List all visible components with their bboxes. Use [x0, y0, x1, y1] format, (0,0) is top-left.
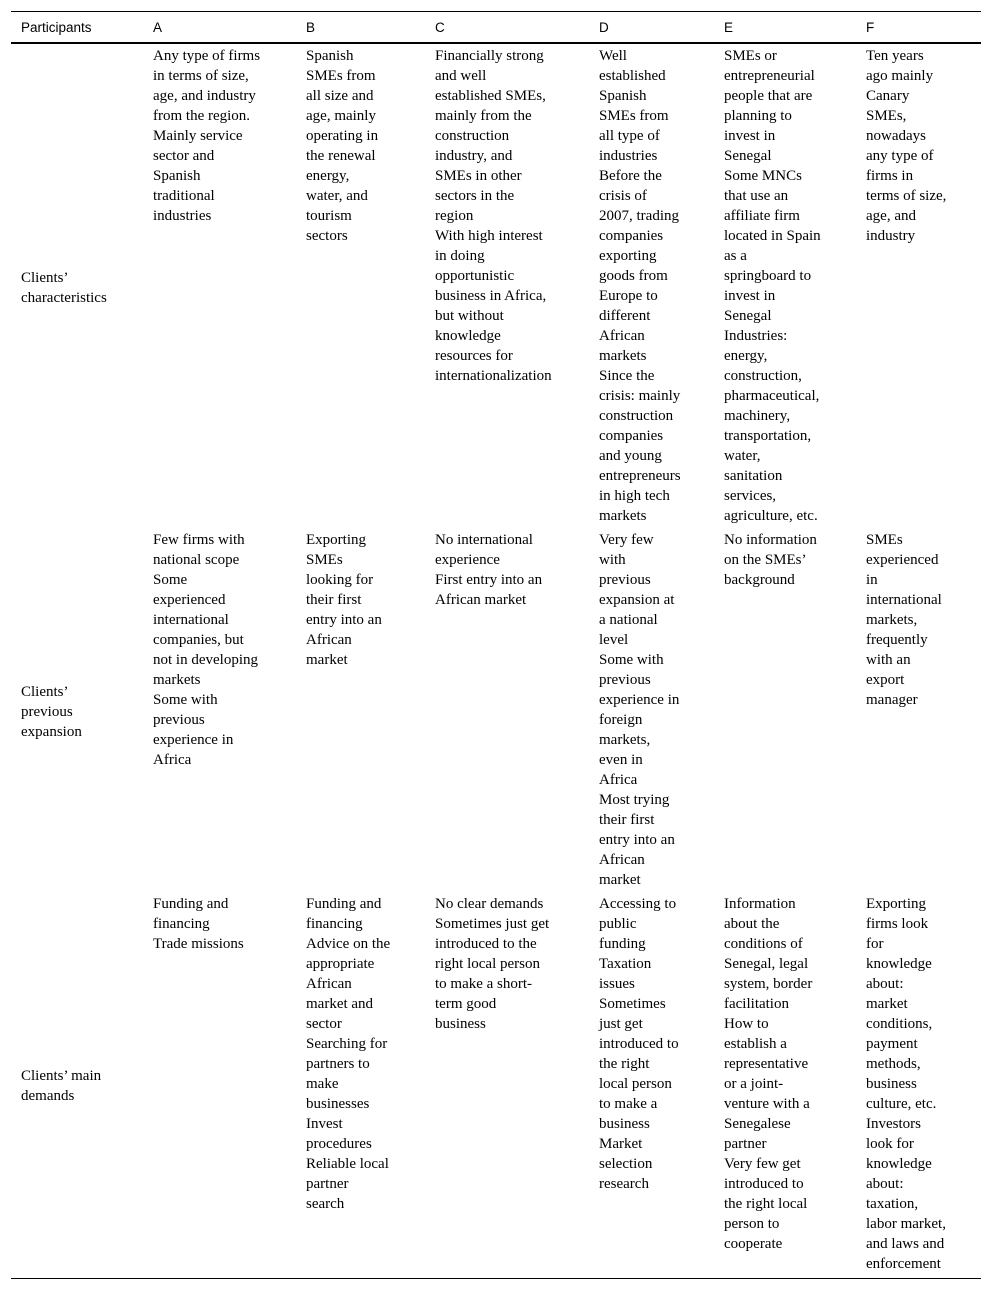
cell-text-line: located in Spain [724, 228, 821, 244]
cell-text-line: knowledge [866, 956, 932, 972]
cell-text-line: machinery, [724, 408, 791, 424]
cell-text-line: Any type of firms [153, 48, 261, 64]
cell-text-line: Most trying [599, 792, 670, 808]
cell-text-line: tourism [306, 208, 352, 224]
cell-text-line: introduced to the [435, 936, 537, 952]
header-participant-b: B [306, 19, 316, 35]
cell-text-line: industries [599, 148, 658, 164]
cell-text-line: SMEs or [724, 48, 777, 64]
cell-text-line: construction [435, 128, 510, 144]
cell-text-line: Some with [599, 652, 664, 668]
cell-text-line: system, border [724, 976, 813, 992]
cell-text-line: industry [866, 228, 916, 244]
cell-text-line: firms in [866, 168, 914, 184]
cell-text-line: knowledge [435, 328, 501, 344]
cell-text-line: nowadays [866, 128, 926, 144]
header-participant-d: D [599, 19, 609, 35]
cell-text-line: that use an [724, 188, 789, 204]
cell-text-line: transportation, [724, 428, 812, 444]
cell-text-line: as a [724, 248, 747, 264]
cell-text-line: level [599, 632, 629, 648]
cell-text-line: not in developing [153, 652, 258, 668]
participants-comparison-table [11, 11, 981, 1279]
cell-text-line: but without [435, 308, 504, 324]
cell-text-line: partner [724, 1136, 767, 1152]
cell-text-line: planning to [724, 108, 792, 124]
cell-text-line: entry into an [306, 612, 382, 628]
cell-text-line: Some MNCs [724, 168, 802, 184]
cell-text-line: SMEs from [599, 108, 669, 124]
cell-characteristics-a [143, 43, 296, 530]
cell-text-line: Africa [153, 752, 192, 768]
cell-text-line: SMEs from [306, 68, 376, 84]
cell-text-line: Clients’ [21, 684, 69, 700]
cell-text-line: business [599, 1116, 650, 1132]
cell-text-line: in [866, 572, 878, 588]
cell-text-line: characteristics [21, 290, 107, 306]
cell-text-line: culture, etc. [866, 1096, 937, 1112]
cell-text-line: experienced [153, 592, 226, 608]
cell-text-line: water, [724, 448, 761, 464]
cell-text-line: introduced to [724, 1176, 804, 1192]
cell-text-line: to make a [599, 1096, 658, 1112]
cell-text-line: Exporting [866, 896, 926, 912]
table-header [11, 12, 981, 44]
cell-text-line: public [599, 916, 637, 932]
cell-text-line: looking for [306, 572, 374, 588]
header-participant-a: A [153, 19, 163, 35]
cell-text-line: 2007, trading [599, 208, 679, 224]
cell-text-line: and young [599, 448, 662, 464]
cell-text-line: sectors in the [435, 188, 515, 204]
cell-text-line: energy, [306, 168, 350, 184]
cell-text-line: previous [153, 712, 205, 728]
cell-text-line: financing [306, 916, 363, 932]
cell-text-line: with an [866, 652, 911, 668]
cell-text-line: Invest [306, 1116, 343, 1132]
cell-demands-e [714, 894, 856, 1279]
cell-text-line: industry, and [435, 148, 513, 164]
cell-text-line: invest in [724, 128, 776, 144]
cell-text-line: mainly from the [435, 108, 532, 124]
table-row [11, 894, 981, 1279]
cell-text-line: national scope [153, 552, 240, 568]
cell-text-line: methods, [866, 1056, 921, 1072]
cell-expansion-d [589, 530, 714, 894]
cell-text-line: No international [435, 532, 533, 548]
cell-text-line: expansion [21, 724, 82, 740]
cell-text-line: financing [153, 916, 210, 932]
cell-text-line: Spanish [306, 48, 354, 64]
cell-text-line: conditions of [724, 936, 803, 952]
cell-text-line: facilitation [724, 996, 789, 1012]
cell-text-line: people that are [724, 88, 813, 104]
cell-demands-b [296, 894, 425, 1279]
cell-text-line: Spanish [599, 88, 647, 104]
cell-text-line: introduced to [599, 1036, 679, 1052]
cell-text-line: established [599, 68, 666, 84]
cell-text-line: experienced [866, 552, 939, 568]
cell-text-line: markets, [599, 732, 651, 748]
cell-text-line: previous [599, 672, 651, 688]
cell-text-line: Exporting [306, 532, 366, 548]
cell-text-line: or a joint- [724, 1076, 784, 1092]
cell-text-line: Information [724, 896, 796, 912]
cell-text-line: SMEs in other [435, 168, 522, 184]
cell-text-line: cooperate [724, 1236, 783, 1252]
cell-text-line: payment [866, 1036, 918, 1052]
cell-text-line: invest in [724, 288, 776, 304]
cell-text-line: markets [599, 348, 647, 364]
cell-text-line: Since the [599, 368, 655, 384]
cell-text-line: Very few get [724, 1156, 801, 1172]
cell-text-line: water, and [306, 188, 368, 204]
cell-text-line: African [599, 328, 645, 344]
cell-text-line: procedures [306, 1136, 372, 1152]
cell-text-line: markets, [866, 612, 918, 628]
cell-text-line: conditions, [866, 1016, 933, 1032]
cell-text-line: Europe to [599, 288, 658, 304]
cell-text-line: previous [21, 704, 73, 720]
cell-text-line: demands [21, 1088, 75, 1104]
cell-text-line: Some [153, 572, 188, 588]
cell-text-line: traditional [153, 188, 215, 204]
cell-text-line: industries [153, 208, 212, 224]
cell-text-line: No clear demands [435, 896, 544, 912]
cell-text-line: entrepreneurial [724, 68, 815, 84]
cell-text-line: goods from [599, 268, 668, 284]
cell-text-line: Canary [866, 88, 910, 104]
cell-text-line: Mainly service [153, 128, 243, 144]
cell-text-line: region [435, 208, 474, 224]
table-body [11, 43, 981, 1279]
cell-text-line: experience [435, 552, 500, 568]
cell-text-line: right local person [435, 956, 540, 972]
cell-text-line: African [306, 976, 352, 992]
cell-text-line: all size and [306, 88, 374, 104]
cell-text-line: and laws and [866, 1236, 945, 1252]
cell-text-line: on the SMEs’ [724, 552, 807, 568]
cell-text-line: services, [724, 488, 777, 504]
cell-text-line: business [866, 1076, 917, 1092]
table-row [11, 530, 981, 894]
cell-text-line: sectors [306, 228, 348, 244]
cell-text-line: Funding and [153, 896, 229, 912]
cell-text-line: market [866, 996, 908, 1012]
cell-text-line: Industries: [724, 328, 788, 344]
cell-text-line: Ten years [866, 48, 924, 64]
cell-text-line: Reliable local [306, 1156, 389, 1172]
cell-text-line: a national [599, 612, 658, 628]
cell-text-line: partner [306, 1176, 349, 1192]
cell-text-line: market [306, 652, 348, 668]
cell-text-line: markets [599, 508, 647, 524]
cell-text-line: businesses [306, 1096, 370, 1112]
cell-text-line: knowledge [866, 1156, 932, 1172]
cell-text-line: Senegal [724, 148, 772, 164]
cell-text-line: Before the [599, 168, 662, 184]
cell-text-line: international [153, 612, 229, 628]
cell-text-line: just get [599, 1016, 643, 1032]
cell-text-line: international [866, 592, 942, 608]
cell-text-line: internationalization [435, 368, 552, 384]
row-label-clients-main-demands [11, 894, 143, 1279]
cell-text-line: Very few [599, 532, 654, 548]
cell-text-line: age, and industry [153, 88, 256, 104]
cell-text-line: market [599, 872, 641, 888]
cell-expansion-f [856, 530, 981, 894]
cell-characteristics-f [856, 43, 981, 530]
cell-text-line: Sometimes [599, 996, 666, 1012]
cell-expansion-c [425, 530, 589, 894]
cell-text-line: experience in [599, 692, 680, 708]
cell-text-line: companies [599, 228, 664, 244]
cell-text-line: SMEs, [866, 108, 907, 124]
cell-text-line: to make a short- [435, 976, 533, 992]
cell-text-line: energy, [724, 348, 768, 364]
cell-text-line: establish a [724, 1036, 787, 1052]
cell-text-line: expansion at [599, 592, 675, 608]
row-label-clients-previous-expansion [11, 530, 143, 894]
cell-text-line: look for [866, 1136, 914, 1152]
cell-text-line: local person [599, 1076, 672, 1092]
cell-text-line: the right local [724, 1196, 808, 1212]
cell-text-line: African [306, 632, 352, 648]
cell-text-line: any type of [866, 148, 934, 164]
cell-text-line: the right [599, 1056, 650, 1072]
cell-text-line: companies, but [153, 632, 244, 648]
header-participants: Participants [21, 19, 92, 35]
cell-text-line: about: [866, 976, 904, 992]
cell-text-line: operating in [306, 128, 379, 144]
cell-demands-c [425, 894, 589, 1279]
cell-characteristics-e [714, 43, 856, 530]
cell-text-line: issues [599, 976, 635, 992]
cell-text-line: springboard to [724, 268, 812, 284]
cell-text-line: sanitation [724, 468, 783, 484]
cell-text-line: taxation, [866, 1196, 919, 1212]
cell-text-line: No information [724, 532, 817, 548]
cell-text-line: With high interest [435, 228, 543, 244]
cell-text-line: sector [306, 1016, 342, 1032]
cell-text-line: even in [599, 752, 643, 768]
cell-text-line: SMEs [306, 552, 343, 568]
cell-text-line: construction, [724, 368, 802, 384]
cell-text-line: Investors [866, 1116, 921, 1132]
cell-text-line: opportunistic [435, 268, 515, 284]
cell-text-line: Advice on the [306, 936, 391, 952]
cell-text-line: in high tech [599, 488, 670, 504]
cell-text-line: for [866, 936, 884, 952]
cell-text-line: frequently [866, 632, 928, 648]
cell-text-line: sector and [153, 148, 215, 164]
cell-text-line: background [724, 572, 795, 588]
cell-text-line: Senegalese [724, 1116, 791, 1132]
cell-text-line: manager [866, 692, 918, 708]
cell-text-line: pharmaceutical, [724, 388, 820, 404]
cell-text-line: Clients’ [21, 270, 69, 286]
cell-text-line: Searching for [306, 1036, 388, 1052]
cell-characteristics-b [296, 43, 425, 530]
cell-text-line: Clients’ main [21, 1068, 102, 1084]
cell-text-line: Financially strong [435, 48, 544, 64]
cell-text-line: about the [724, 916, 780, 932]
header-participant-e: E [724, 19, 734, 35]
cell-characteristics-d [589, 43, 714, 530]
cell-text-line: make [306, 1076, 339, 1092]
cell-text-line: Some with [153, 692, 218, 708]
cell-text-line: different [599, 308, 651, 324]
cell-text-line: foreign [599, 712, 643, 728]
cell-text-line: market and [306, 996, 374, 1012]
cell-text-line: established SMEs, [435, 88, 546, 104]
cell-text-line: agriculture, etc. [724, 508, 818, 524]
cell-text-line: markets [153, 672, 201, 688]
cell-text-line: age, mainly [306, 108, 376, 124]
cell-text-line: firms look [866, 916, 929, 932]
cell-text-line: Senegal, legal [724, 956, 809, 972]
cell-text-line: construction [599, 408, 674, 424]
cell-expansion-b [296, 530, 425, 894]
cell-text-line: crisis: mainly [599, 388, 681, 404]
cell-text-line: business in Africa, [435, 288, 547, 304]
cell-text-line: labor market, [866, 1216, 946, 1232]
cell-text-line: in terms of size, [153, 68, 249, 84]
table-row [11, 43, 981, 530]
cell-text-line: SMEs [866, 532, 903, 548]
cell-text-line: all type of [599, 128, 660, 144]
cell-text-line: funding [599, 936, 646, 952]
cell-text-line: experience in [153, 732, 234, 748]
cell-text-line: African [599, 852, 645, 868]
cell-text-line: about: [866, 1176, 904, 1192]
cell-text-line: entrepreneurs [599, 468, 681, 484]
cell-text-line: Funding and [306, 896, 382, 912]
cell-text-line: venture with a [724, 1096, 810, 1112]
cell-text-line: Africa [599, 772, 638, 788]
cell-text-line: resources for [435, 348, 513, 364]
cell-text-line: export [866, 672, 905, 688]
cell-text-line: partners to [306, 1056, 370, 1072]
cell-text-line: selection [599, 1156, 653, 1172]
cell-text-line: exporting [599, 248, 657, 264]
cell-text-line: entry into an [599, 832, 675, 848]
cell-text-line: Accessing to [599, 896, 677, 912]
cell-text-line: their first [306, 592, 362, 608]
cell-text-line: ago mainly [866, 68, 934, 84]
header-participant-c: C [435, 19, 445, 35]
cell-text-line: from the region. [153, 108, 251, 124]
cell-text-line: appropriate [306, 956, 375, 972]
cell-text-line: previous [599, 572, 651, 588]
cell-demands-a [143, 894, 296, 1279]
cell-text-line: with [599, 552, 626, 568]
cell-text-line: term good [435, 996, 497, 1012]
cell-text-line: and well [435, 68, 487, 84]
cell-text-line: Spanish [153, 168, 201, 184]
cell-text-line: terms of size, [866, 188, 947, 204]
cell-text-line: in doing [435, 248, 485, 264]
cell-text-line: representative [724, 1056, 809, 1072]
cell-characteristics-c [425, 43, 589, 530]
cell-demands-d [589, 894, 714, 1279]
header-participant-f: F [866, 19, 875, 35]
cell-text-line: crisis of [599, 188, 647, 204]
cell-text-line: Sometimes just get [435, 916, 550, 932]
cell-text-line: Senegal [724, 308, 772, 324]
cell-text-line: Market [599, 1136, 643, 1152]
cell-text-line: person to [724, 1216, 780, 1232]
cell-text-line: the renewal [306, 148, 376, 164]
cell-text-line: search [306, 1196, 345, 1212]
header-row [11, 12, 981, 44]
cell-text-line: age, and [866, 208, 916, 224]
comparison-table-container [11, 11, 981, 1279]
cell-text-line: affiliate firm [724, 208, 800, 224]
cell-text-line: research [599, 1176, 649, 1192]
cell-text-line: African market [435, 592, 527, 608]
cell-text-line: How to [724, 1016, 769, 1032]
cell-text-line: Few firms with [153, 532, 245, 548]
cell-text-line: Well [599, 48, 627, 64]
cell-text-line: Trade missions [153, 936, 244, 952]
cell-text-line: business [435, 1016, 486, 1032]
cell-text-line: Taxation [599, 956, 652, 972]
cell-expansion-e [714, 530, 856, 894]
cell-demands-f [856, 894, 981, 1279]
cell-expansion-a [143, 530, 296, 894]
cell-text-line: First entry into an [435, 572, 543, 588]
cell-text-line: their first [599, 812, 655, 828]
row-label-clients-characteristics [11, 43, 143, 530]
cell-text-line: enforcement [866, 1256, 941, 1272]
cell-text-line: companies [599, 428, 664, 444]
